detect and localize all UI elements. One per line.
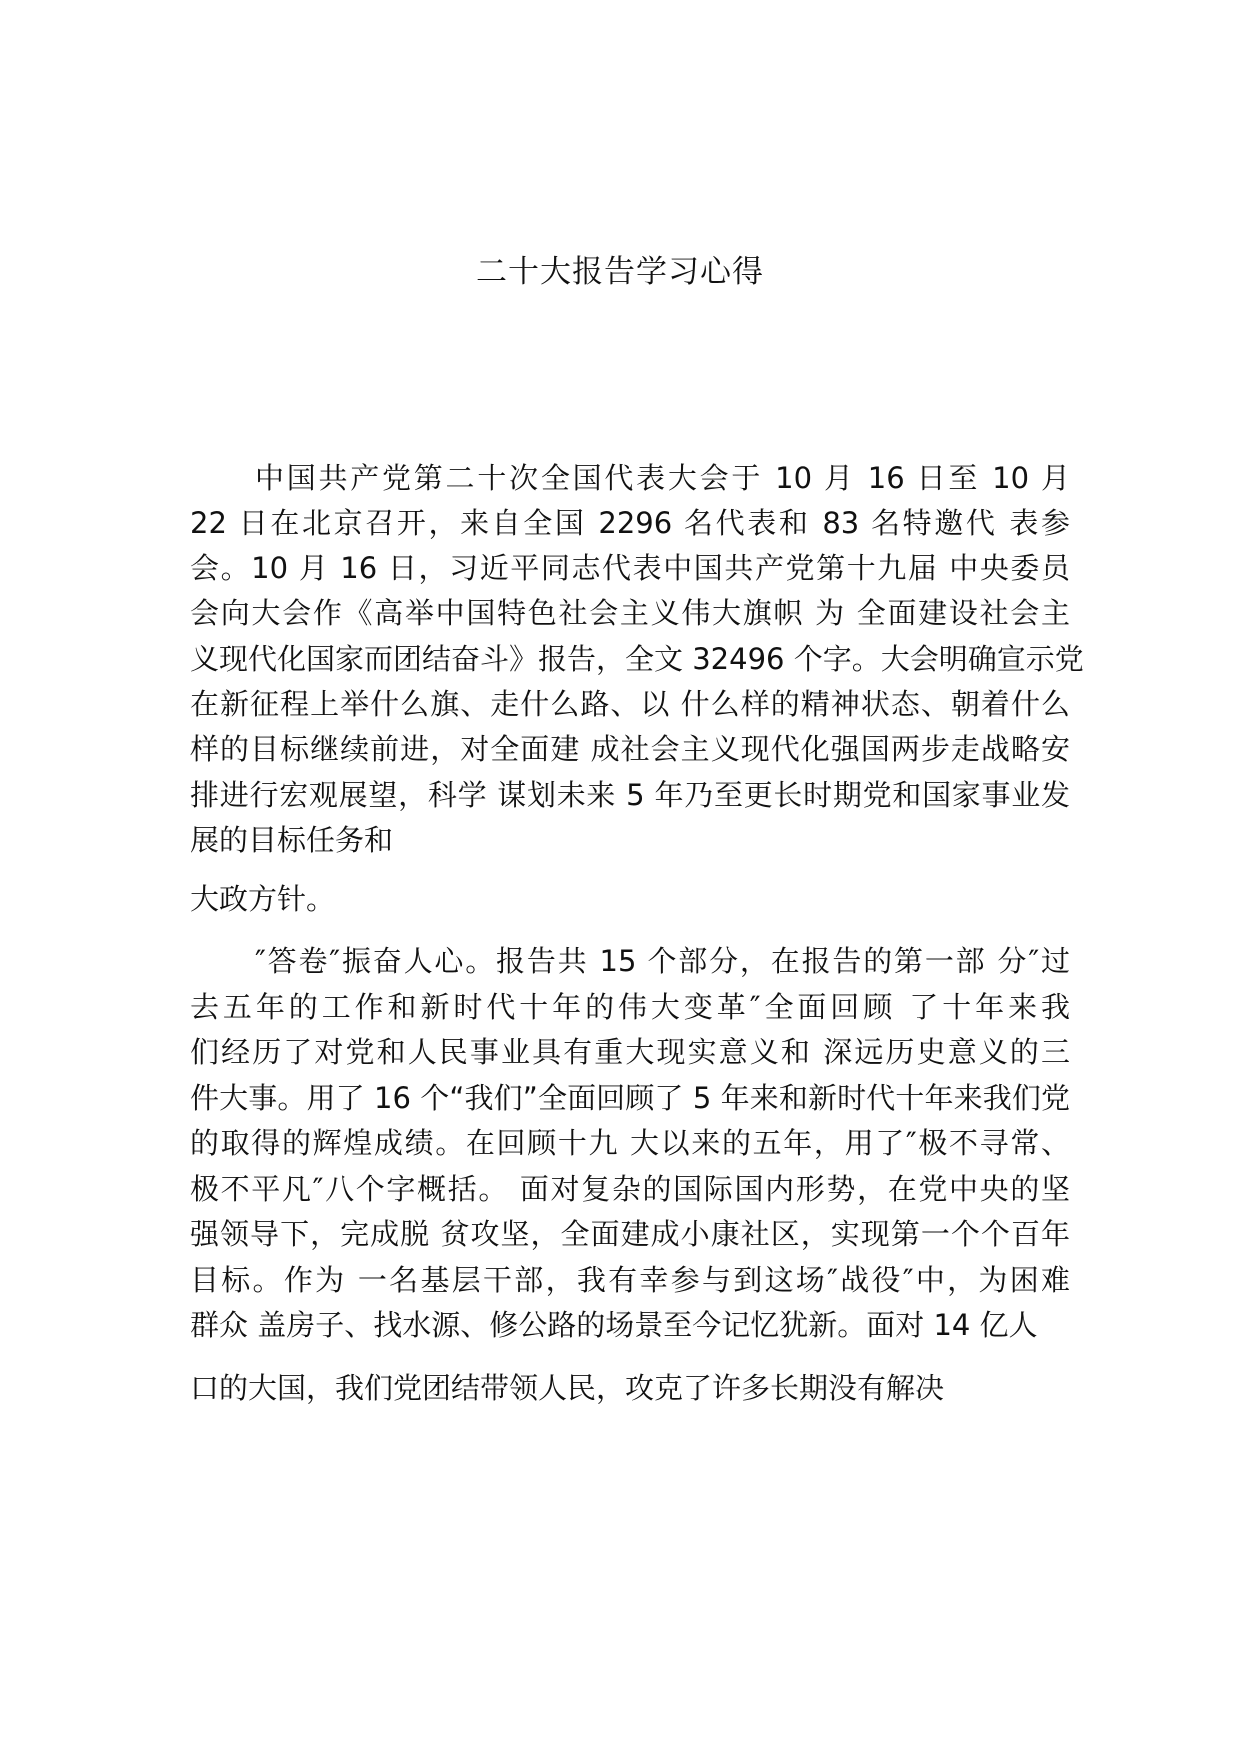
- paragraph-line: 会向大会作《高举中国特色社会主义伟大旗帜 为 全面建设社会主: [190, 596, 1070, 630]
- paragraph-line: 在新征程上举什么旗、走什么路、以 什么样的精神状态、朝着什么: [190, 687, 1070, 721]
- paragraph-line: 义现代化国家而团结奋斗》报告，全文 32496 个字。大会明确宣示党: [190, 642, 1084, 676]
- paragraph-line: 排进行宏观展望，科学 谋划未来 5 年乃至更长时期党和国家事业发: [190, 778, 1070, 812]
- document-title: 二十大报告学习心得: [476, 254, 764, 290]
- paragraph-line: 口的大国，我们党团结带领人民，攻克了许多长期没有解决: [190, 1371, 945, 1405]
- paragraph-line: 去五年的工作和新时代十年的伟大变革″全面回顾 了十年来我: [190, 990, 1070, 1024]
- paragraph-line: 22 日在北京召开，来自全国 2296 名代表和 83 名特邀代 表参: [190, 506, 1070, 540]
- paragraph-line: ″答卷″振奋人心。报告共 15 个部分，在报告的第一部 分″过: [255, 944, 1070, 978]
- paragraph-line: 会。10 月 16 日，习近平同志代表中国共产党第十九届 中央委员: [190, 551, 1070, 585]
- paragraph-line: 极不平凡″八个字概括。 面对复杂的国际国内形势，在党中央的坚: [190, 1172, 1070, 1206]
- paragraph-line: 中国共产党第二十次全国代表大会于 10 月 16 日至 10 月: [255, 461, 1070, 495]
- paragraph-line: 大政方针。: [190, 882, 336, 916]
- paragraph-line: 展的目标任务和: [190, 823, 394, 857]
- paragraph-line: 群众 盖房子、找水源、修公路的场景至今记忆犹新。面对 14 亿人: [190, 1308, 1038, 1342]
- paragraph-line: 们经历了对党和人民事业具有重大现实意义和 深远历史意义的三: [190, 1035, 1070, 1069]
- paragraph-line: 强领导下，完成脱 贫攻坚，全面建成小康社区，实现第一个个百年: [190, 1217, 1070, 1251]
- paragraph-line: 目标。作为 一名基层干部，我有幸参与到这场″战役″中，为困难: [190, 1263, 1070, 1297]
- paragraph-line: 件大事。用了 16 个“我们”全面回顾了 5 年来和新时代十年来我们党: [190, 1081, 1070, 1115]
- paragraph-line: 的取得的辉煌成绩。在回顾十九 大以来的五年，用了″极不寻常、: [190, 1126, 1070, 1160]
- paragraph-line: 样的目标继续前进，对全面建 成社会主义现代化强国两步走战略安: [190, 732, 1070, 766]
